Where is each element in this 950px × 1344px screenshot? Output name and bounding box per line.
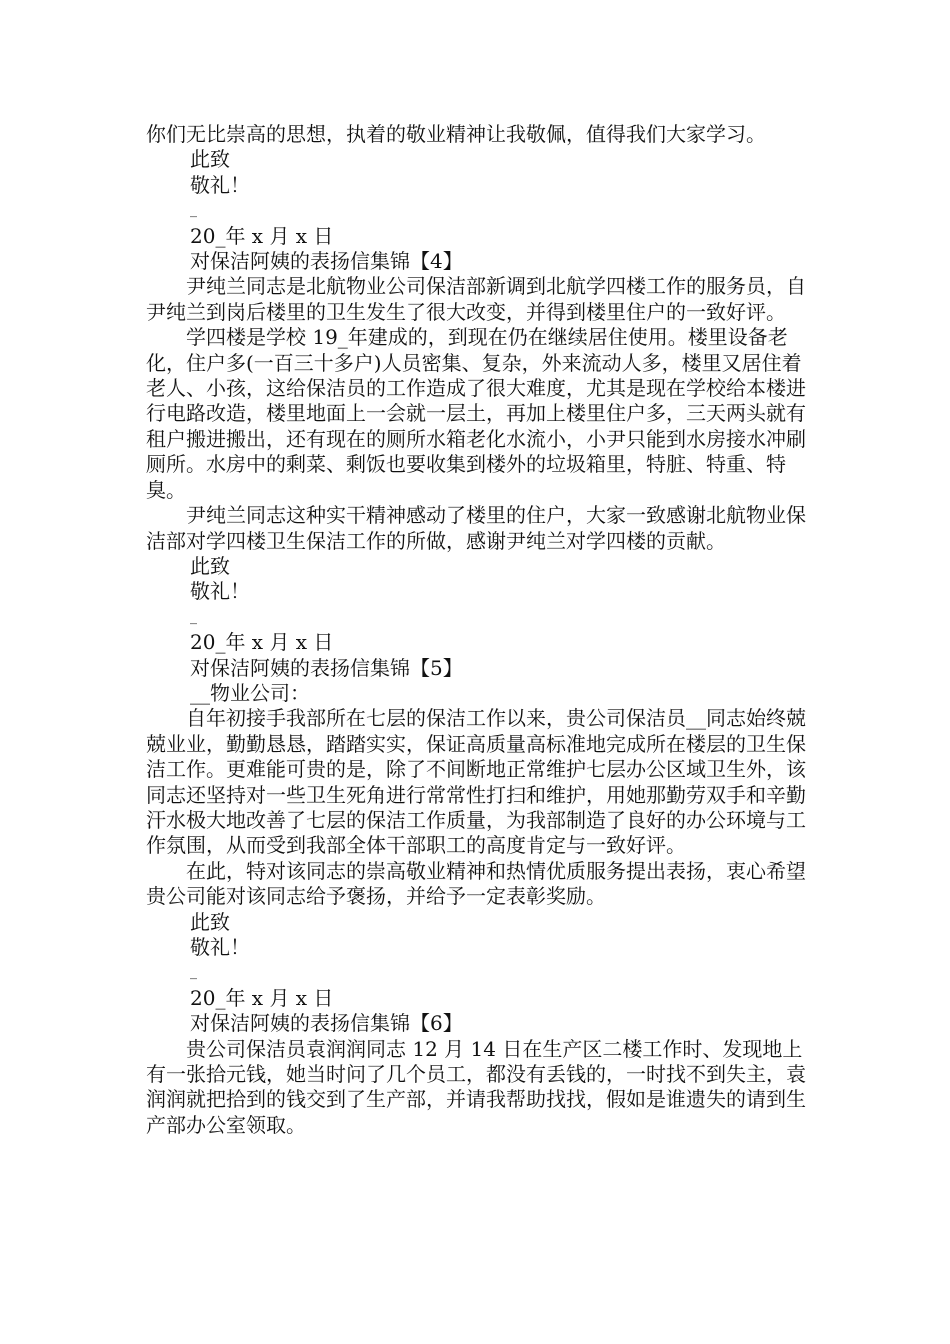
paragraph: 尹纯兰同志是北航物业公司保洁部新调到北航学四楼工作的服务员，自尹纯兰到岗后楼里的卫生发生了很大改变，并得到楼里住户的一致好评。 — [146, 274, 806, 324]
letter-date: 20_年 x 月 x 日 — [190, 630, 334, 655]
paragraph: 自年初接手我部所在七层的保洁工作以来，贵公司保洁员__同志始终兢兢业业，勤勤恳恳，踏踏实实，保证高质量高标准地完成所在楼层的卫生保洁工作。更难能可贵的是，除了不间断地正常维护七层办公区域卫生外，该同志还坚持对一些卫生死角进行常常性打扫和维护，用她那勤劳双手和辛勤汗水极大地改善了七层的保洁工作质量，为我部制造了良好的办公环境与工作氛围，从而受到我部全体干部职工的高度肯定与一致好评。 — [146, 706, 806, 858]
closing-salutation: 此致 — [190, 553, 230, 578]
signature-blank: _ — [190, 202, 197, 219]
section-heading: 对保洁阿姨的表扬信集锦【5】 — [190, 655, 463, 680]
closing-regards: 敬礼！ — [190, 935, 250, 959]
paragraph: 你们无比崇高的思想，执着的敬业精神让我敬佩，值得我们大家学习。 — [146, 122, 766, 146]
paragraph: 尹纯兰同志这种实干精神感动了楼里的住户，大家一致感谢北航物业保洁部对学四楼卫生保洁工作的所做，感谢尹纯兰对学四楼的贡献。 — [146, 503, 806, 553]
closing-regards: 敬礼！ — [190, 172, 250, 197]
letter-recipient: __物业公司： — [190, 680, 310, 705]
document-body — [146, 122, 818, 1138]
closing-regards: 敬礼！ — [190, 579, 250, 604]
signature-blank: _ — [190, 964, 197, 981]
paragraph: 贵公司保洁员袁润润同志 12 月 14 日在生产区二楼工作时、发现地上有一张拾元钱，她当时问了几个员工，都没有丢钱的，一时找不到失主，袁润润就把拾到的钱交到了生产部，并请我帮助找找，假如是谁遗失的请到生产部办公室领取。 — [146, 1036, 806, 1137]
section-heading: 对保洁阿姨的表扬信集锦【6】 — [190, 1011, 463, 1036]
paragraph: 学四楼是学校 19_年建成的，到现在仍在继续居住使用。楼里设备老化，住户多(一百三十多户)人员密集、复杂，外来流动人多，楼里又居住着老人、小孩，这给保洁员的工作造成了很大难度，尤其是现在学校给本楼进行电路改造，楼里地面上一会就一层土，再加上楼里住户多，三天两头就有租户搬进搬出，还有现在的厕所水箱老化水流小，小尹只能到水房接水冲刷厕所。水房中的剩菜、剩饭也要收集到楼外的垃圾箱里，特脏、特重、特臭。 — [146, 325, 806, 502]
closing-salutation: 此致 — [190, 147, 230, 172]
letter-date: 20_年 x 月 x 日 — [190, 985, 334, 1010]
section-heading: 对保洁阿姨的表扬信集锦【4】 — [190, 249, 463, 274]
closing-salutation: 此致 — [190, 909, 230, 934]
signature-blank: _ — [190, 608, 197, 625]
letter-date: 20_年 x 月 x 日 — [190, 223, 334, 248]
paragraph: 在此，特对该同志的崇高敬业精神和热情优质服务提出表扬，衷心希望贵公司能对该同志给予褒扬，并给予一定表彰奖励。 — [146, 858, 806, 909]
